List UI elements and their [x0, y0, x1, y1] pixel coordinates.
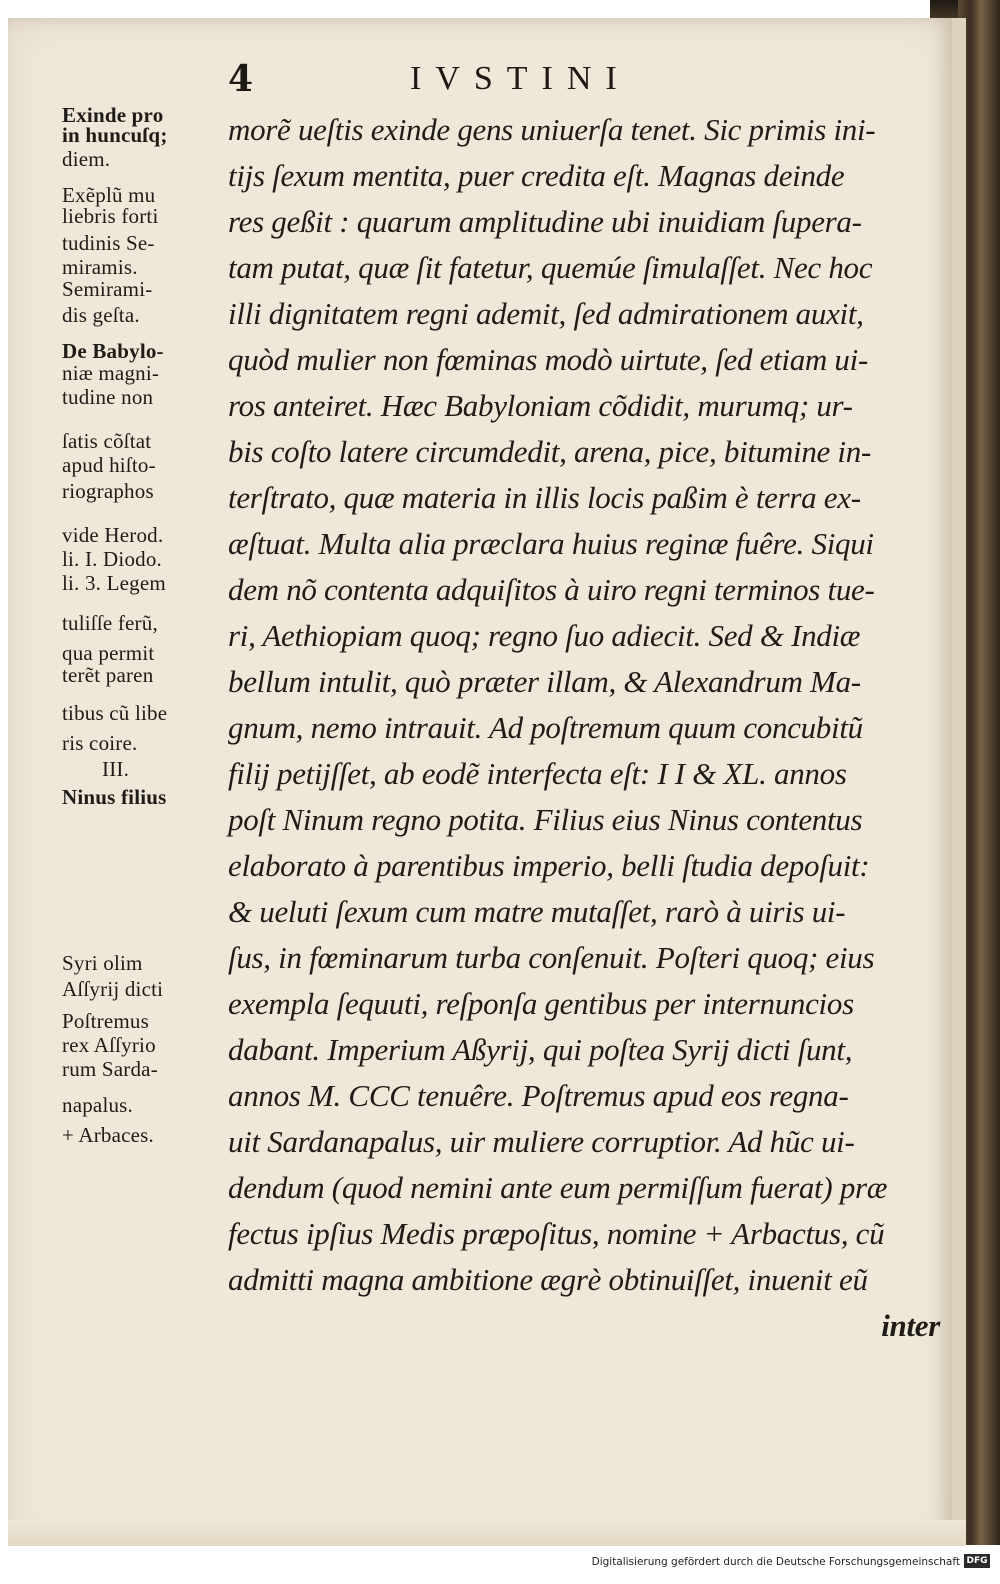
text-line: dem nõ contenta adquiſitos à uiro regni terminos tue-	[228, 572, 875, 607]
text-line: bellum intulit, quò præter illam, & Alexandrum Ma-	[228, 664, 861, 699]
margin-line: Ninus filius	[62, 785, 167, 809]
margin-line: tudinis Se-	[62, 231, 155, 255]
margin-line: li. 3. Legem	[62, 571, 166, 595]
text-line: elaborato à parentibus imperio, belli ſtudia depoſuit:	[228, 848, 870, 883]
margin-line: tudine non	[62, 385, 154, 409]
margin-line: Semirami-	[62, 277, 153, 301]
text-line: res geßit : quarum amplitudine ubi inuidiam ſupera-	[228, 204, 862, 239]
text-line: quòd mulier non fœminas modò uirtute, ſed etiam ui-	[228, 342, 868, 377]
margin-line: Poſtremus	[62, 1009, 149, 1033]
margin-line: rex Aſſyrio	[62, 1033, 156, 1057]
dfg-logo-icon: DFG	[964, 1554, 990, 1568]
text-line: fectus ipſius Medis præpoſitus, nomine + Arbactus, cũ	[228, 1216, 885, 1251]
text-line: admitti magna ambitione ægrè obtinuiſſet, inuenit eũ	[228, 1262, 868, 1297]
margin-line: liebris forti	[62, 204, 159, 228]
margin-line: apud hiſto-	[62, 453, 156, 477]
margin-line: napalus.	[62, 1093, 133, 1117]
text-line: æſtuat. Multa alia præclara huius reginæ fuêre. Siqui	[228, 526, 874, 561]
text-line: ros anteiret. Hæc Babyloniam cõdidit, murumq; ur-	[228, 388, 853, 423]
text-line: ſus, in fœminarum turba conſenuit. Poſteri quoq; eius	[228, 940, 875, 975]
margin-line: Exẽplũ mu	[62, 183, 156, 207]
margin-line: miramis.	[62, 255, 138, 279]
margin-line: III.	[102, 757, 130, 781]
margin-line: De Babylo-	[62, 339, 164, 363]
margin-line: tibus cũ libe	[62, 701, 168, 725]
margin-line: vide Herod.	[62, 523, 164, 547]
margin-line: Exinde pro	[62, 103, 164, 127]
text-line: gnum, nemo intrauit. Ad poſtremum quum concubitũ	[228, 710, 863, 745]
margin-line: tuliſſe ferũ,	[62, 611, 158, 635]
margin-line: li. I. Diodo.	[62, 547, 163, 571]
text-line: morẽ ueſtis exinde gens uniuerſa tenet. Sic primis ini-	[228, 112, 876, 147]
catchword: inter	[881, 1308, 940, 1343]
margin-line: rum Sarda-	[62, 1057, 158, 1081]
text-line: uit Sardanapalus, uir muliere corruptior. Ad hũc ui-	[228, 1124, 855, 1159]
text-line: & ueluti ſexum cum matre mutaſſet, rarò à uiris ui-	[228, 894, 846, 929]
text-line: bis coſto latere circumdedit, arena, pice, bitumine in-	[228, 434, 871, 469]
margin-line: Aſſyrij dicti	[62, 977, 164, 1001]
text-line: dabant. Imperium Aßyrij, qui poſtea Syrij dicti ſunt,	[228, 1032, 853, 1067]
page-bottom-edge	[8, 1520, 966, 1546]
text-line: poſt Ninum regno potita. Filius eius Ninus contentus	[228, 802, 863, 837]
page-number: 4	[228, 58, 254, 100]
text-line: terſtrato, quæ materia in illis locis paßim è terra ex-	[228, 480, 861, 515]
text-line: annos M. CCC tenuêre. Poſtremus apud eos regna-	[228, 1078, 849, 1113]
margin-line: diem.	[62, 147, 111, 171]
text-line: filij petijſſet, ab eodẽ interfecta eſt: I I & XL. annos	[228, 756, 847, 791]
text-line: tijs ſexum mentita, puer credita eſt. Magnas deinde	[228, 158, 845, 193]
margin-line: riographos	[62, 479, 154, 503]
margin-line: terẽt paren	[62, 663, 154, 687]
margin-line: qua permit	[62, 641, 155, 665]
text-line: tam putat, quæ ſit fatetur, quemúe ſimulaſſet. Nec hoc	[228, 250, 873, 285]
digitization-footer	[0, 1546, 1000, 1584]
margin-line: + Arbaces.	[62, 1123, 154, 1147]
margin-line: ſatis cõſtat	[62, 429, 152, 453]
margin-line: dis geſta.	[62, 303, 140, 327]
text-line: ri, Aethiopiam quoq; regno ſuo adiecit. Sed & Indiæ	[228, 618, 861, 653]
page-header	[228, 58, 928, 108]
footer-credit: Digitalisierung gefördert durch die Deutsche Forschungsgemeinschaft	[591, 1556, 960, 1568]
text-line: dendum (quod nemini ante eum permiſſum fuerat) præ	[228, 1170, 888, 1205]
margin-line: ris coire.	[62, 731, 138, 755]
running-title: IVSTINI	[410, 60, 631, 97]
margin-line: niæ magni-	[62, 361, 160, 385]
margin-line: Syri olim	[62, 951, 143, 975]
text-line: exempla ſequuti, reſponſa gentibus per internuncios	[228, 986, 854, 1021]
text-line: illi dignitatem regni ademit, ſed admirationem auxit,	[228, 296, 864, 331]
margin-line: in huncuſq;	[62, 123, 168, 147]
